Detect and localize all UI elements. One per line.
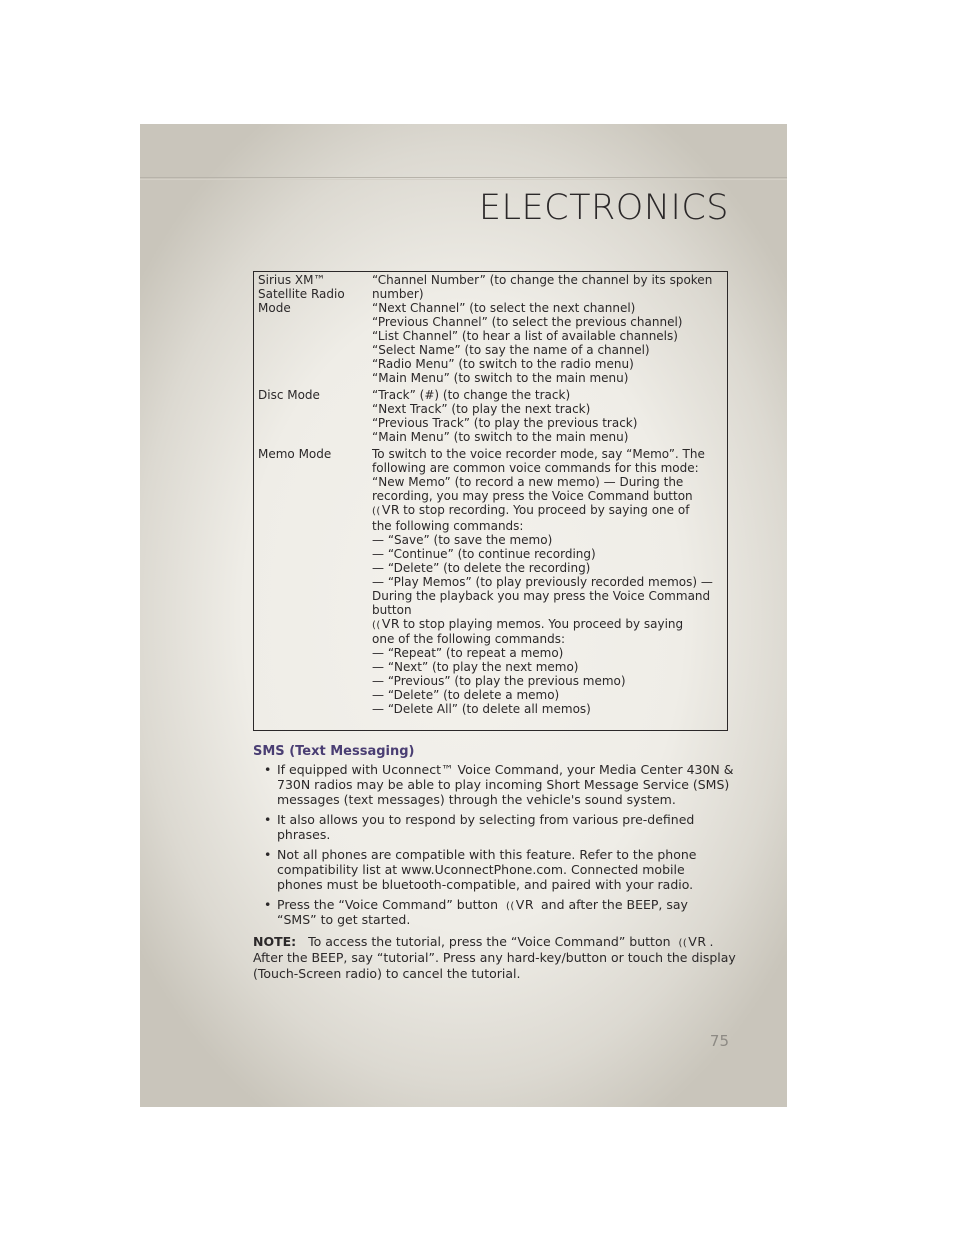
note-label: NOTE: xyxy=(253,934,297,949)
header-rule xyxy=(140,177,787,178)
manual-page xyxy=(140,124,787,1107)
voice-command-icon: ((VR xyxy=(372,502,401,517)
command-list: “Channel Number” (to change the channel by its spoken number) “Next Channel” (to select the next channel) “Previous Channel” (to select the previous channel) “List Channel” (to hear a list of available channels) “Select Name” (to say the name of a channel) “Radio Menu” (to switch to the radio menu) “Main Menu” (to switch to the main menu) xyxy=(372,273,713,385)
note-paragraph: NOTE: To access the tutorial, press the “Voice Command” button ((VR . After the BEEP, say “tutorial”. Press any hard-key/button or touch the display (Touch-Screen radio) to cancel the tutorial. xyxy=(253,934,736,981)
list-item: • Not all phones are compatible with this feature. Refer to the phone compatibility list at www.UconnectPhone.com. Connected mobile phones must be bluetooth-compatible, and paired with your radio. xyxy=(264,847,697,892)
bullet-icon: • xyxy=(264,762,272,777)
page-number: 75 xyxy=(709,1032,729,1050)
mode-label: Disc Mode xyxy=(258,388,320,402)
voice-command-table xyxy=(253,271,728,731)
mode-label: Memo Mode xyxy=(258,447,332,461)
voice-command-icon: ((VR xyxy=(372,616,401,631)
list-item: • Press the “Voice Command” button ((VR and after the BEEP, say “SMS” to get started. xyxy=(264,897,688,927)
section-heading-sms: SMS (Text Messaging) xyxy=(253,744,415,759)
list-item: • It also allows you to respond by selecting from various pre-defined phrases. xyxy=(264,812,695,842)
command-list: “Track” (#) (to change the track) “Next Track” (to play the next track) “Previous Track” (to play the previous track) “Main Menu” (to switch to the main menu) xyxy=(372,388,638,444)
command-list: To switch to the voice recorder mode, say “Memo”. The following are common voice commands for this mode: “New Memo” (to record a new memo) — During the recording, you may press the Voice Command button ((VR to stop recording. You proceed by saying one of the following commands: — “Save” (to save the memo) — “Continue” (to continue recording) — “Delete” (to delete the recording) — “Play Memos” (to play previously recorded memos) — During the playback you may press the Voice Command button ((VR to stop playing memos. You proceed by saying one of the following commands: — “Repeat” (to repeat a memo) — “Next” (to play the next memo) — “Previous” (to play the previous memo) — “Delete” (to delete a memo) — “Delete All” (to delete all memos) xyxy=(372,447,713,716)
page-title: ELECTRONICS xyxy=(478,188,729,228)
bullet-icon: • xyxy=(264,847,272,862)
bullet-icon: • xyxy=(264,812,272,827)
mode-label: Sirius XM™ Satellite Radio Mode xyxy=(258,273,345,315)
sms-bullet-list xyxy=(262,762,732,932)
bullet-icon: • xyxy=(264,897,272,912)
voice-command-icon: ((VR xyxy=(505,897,535,912)
voice-command-icon: ((VR xyxy=(678,934,707,949)
list-item: • If equipped with Uconnect™ Voice Command, your Media Center 430N & 730N radios may be able to play incoming Short Message Service (SMS) messages (text messages) through the vehicle's sound system. xyxy=(264,762,734,807)
